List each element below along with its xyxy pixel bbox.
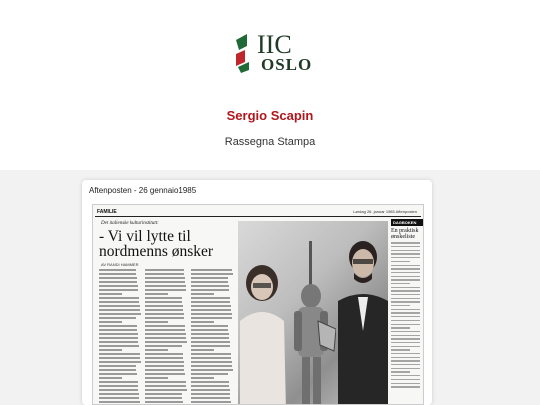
clipping-date-line: Lørdag 26. januar 1985 Aftenposten <box>353 209 417 214</box>
text-line <box>191 361 232 363</box>
text-line <box>391 290 420 291</box>
text-line <box>145 321 168 323</box>
text-line <box>191 269 232 271</box>
text-line <box>99 381 138 383</box>
text-line <box>145 357 183 359</box>
text-line <box>145 333 186 335</box>
iic-logo-icon <box>233 32 259 74</box>
page-subtitle: Rassegna Stampa <box>224 136 316 148</box>
text-line <box>391 253 420 254</box>
text-line <box>99 373 137 375</box>
text-line <box>145 393 182 395</box>
text-line <box>191 313 232 315</box>
text-line <box>99 345 139 347</box>
text-line <box>191 281 228 283</box>
text-line <box>391 261 410 262</box>
text-line <box>191 337 229 339</box>
clipping-rule <box>95 216 421 217</box>
text-line <box>145 273 184 275</box>
text-line <box>191 365 232 367</box>
text-line <box>145 337 186 339</box>
text-line <box>191 341 230 343</box>
text-line <box>99 385 138 387</box>
text-line <box>99 377 122 379</box>
text-line <box>191 381 229 383</box>
text-line <box>99 313 141 315</box>
sidebar-tag: DAGBOKEN <box>391 219 423 226</box>
text-line <box>145 385 186 387</box>
clipping-headline: - Vi vil lytte til nordmenns ønsker <box>99 228 214 260</box>
text-line <box>145 281 185 283</box>
text-line <box>145 373 185 375</box>
text-line <box>391 272 420 273</box>
text-line <box>191 385 229 387</box>
text-line <box>145 389 187 391</box>
text-line <box>145 397 182 399</box>
text-line <box>391 301 420 302</box>
text-line <box>391 346 420 347</box>
text-line <box>99 293 122 295</box>
text-line <box>191 353 231 355</box>
text-line <box>99 357 140 359</box>
text-line <box>391 379 420 380</box>
text-line <box>99 349 122 351</box>
text-line <box>191 277 228 279</box>
clipping-section-label: FAMILIE <box>97 209 117 215</box>
text-line <box>99 281 137 283</box>
text-line <box>99 325 137 327</box>
text-line <box>145 329 185 331</box>
text-line <box>99 361 141 363</box>
man-figure <box>338 231 388 405</box>
text-line <box>391 312 420 313</box>
text-line <box>145 313 184 315</box>
sidebar-title: En praktisk ønskeliste <box>391 228 419 240</box>
text-line <box>191 357 231 359</box>
text-line <box>99 397 139 399</box>
text-line <box>145 297 182 299</box>
text-line <box>191 397 230 399</box>
text-line <box>191 401 231 403</box>
text-line <box>145 349 168 351</box>
text-line <box>99 289 138 291</box>
text-line <box>391 257 420 258</box>
text-line <box>191 369 233 371</box>
text-line <box>145 325 185 327</box>
text-line <box>99 333 138 335</box>
text-line <box>191 297 230 299</box>
text-line <box>391 368 420 369</box>
text-line <box>99 305 140 307</box>
text-line <box>145 293 168 295</box>
text-line <box>145 369 184 371</box>
text-line <box>191 389 230 391</box>
text-line <box>99 285 138 287</box>
article-text-column <box>191 269 233 405</box>
text-line <box>391 324 420 325</box>
text-line <box>145 269 184 271</box>
text-line <box>391 353 420 354</box>
clipping-kicker: Det italienske kulturinstitutt: <box>101 221 159 226</box>
press-clipping-card[interactable] <box>82 180 432 405</box>
clipping-byline: AV RANDI HAMMER <box>101 262 139 267</box>
article-photo <box>238 221 388 405</box>
text-line <box>99 297 139 299</box>
text-line <box>99 401 140 403</box>
text-line <box>99 321 122 323</box>
text-line <box>99 317 136 319</box>
text-line <box>391 250 420 251</box>
text-line <box>145 361 184 363</box>
logo-text-oslo: OSLO <box>261 55 313 74</box>
text-line <box>191 349 214 351</box>
text-line <box>391 331 420 332</box>
text-line <box>191 373 228 375</box>
text-line <box>99 273 136 275</box>
text-line <box>99 389 138 391</box>
text-line <box>391 294 420 295</box>
text-line <box>391 371 410 372</box>
text-line <box>391 265 420 266</box>
armor-figure <box>286 241 336 405</box>
text-line <box>99 369 136 371</box>
text-line <box>191 377 214 379</box>
person-name-heading: Sergio Scapin <box>226 108 314 123</box>
clipping-caption: Aftenposten - 26 gennaio1985 <box>89 186 197 195</box>
text-line <box>391 268 420 269</box>
text-line <box>99 309 140 311</box>
text-line <box>191 329 228 331</box>
text-line <box>145 345 182 347</box>
text-line <box>145 277 185 279</box>
text-line <box>145 353 183 355</box>
woman-figure <box>240 251 286 405</box>
text-line <box>391 386 420 387</box>
text-line <box>191 285 229 287</box>
newspaper-clipping-image[interactable] <box>92 204 424 405</box>
text-line <box>191 333 229 335</box>
text-line <box>391 242 420 243</box>
text-line <box>391 305 410 306</box>
text-line <box>391 375 420 376</box>
article-text-column <box>99 269 141 405</box>
iic-oslo-logo[interactable] <box>233 30 313 76</box>
text-line <box>391 364 420 365</box>
text-line <box>391 383 420 384</box>
text-line <box>145 309 183 311</box>
text-line <box>391 283 410 284</box>
text-line <box>191 345 230 347</box>
text-line <box>191 325 228 327</box>
text-line <box>391 327 410 328</box>
text-line <box>391 357 420 358</box>
text-line <box>145 381 186 383</box>
text-line <box>391 349 410 350</box>
text-line <box>191 289 229 291</box>
text-line <box>191 321 214 323</box>
text-line <box>191 309 231 311</box>
text-line <box>145 341 187 343</box>
text-line <box>145 305 183 307</box>
text-line <box>191 317 232 319</box>
text-line <box>391 309 420 310</box>
text-line <box>391 276 420 277</box>
text-line <box>391 279 420 280</box>
text-line <box>145 317 184 319</box>
text-line <box>99 393 139 395</box>
text-line <box>99 337 138 339</box>
text-line <box>391 335 420 336</box>
text-line <box>391 316 420 317</box>
text-line <box>391 246 420 247</box>
text-line <box>99 341 138 343</box>
text-line <box>145 365 184 367</box>
text-line <box>145 289 186 291</box>
text-line <box>391 342 420 343</box>
text-line <box>99 329 137 331</box>
text-line <box>391 287 420 288</box>
text-line <box>99 269 136 271</box>
text-line <box>191 393 230 395</box>
text-line <box>191 301 230 303</box>
text-line <box>191 305 231 307</box>
text-line <box>391 360 420 361</box>
text-line <box>391 298 420 299</box>
sidebar-text-lines <box>391 242 423 387</box>
text-line <box>391 338 420 339</box>
text-line <box>191 273 233 275</box>
clipping-sidebar <box>391 219 423 405</box>
text-line <box>191 293 214 295</box>
text-line <box>145 377 168 379</box>
text-line <box>145 401 183 403</box>
text-line <box>145 285 186 287</box>
text-line <box>99 353 140 355</box>
article-text-column <box>145 269 187 405</box>
text-line <box>99 301 139 303</box>
text-line <box>391 320 420 321</box>
text-line <box>145 301 182 303</box>
text-line <box>99 277 137 279</box>
text-line <box>99 365 136 367</box>
logo-text-iic: IIC <box>257 30 292 59</box>
